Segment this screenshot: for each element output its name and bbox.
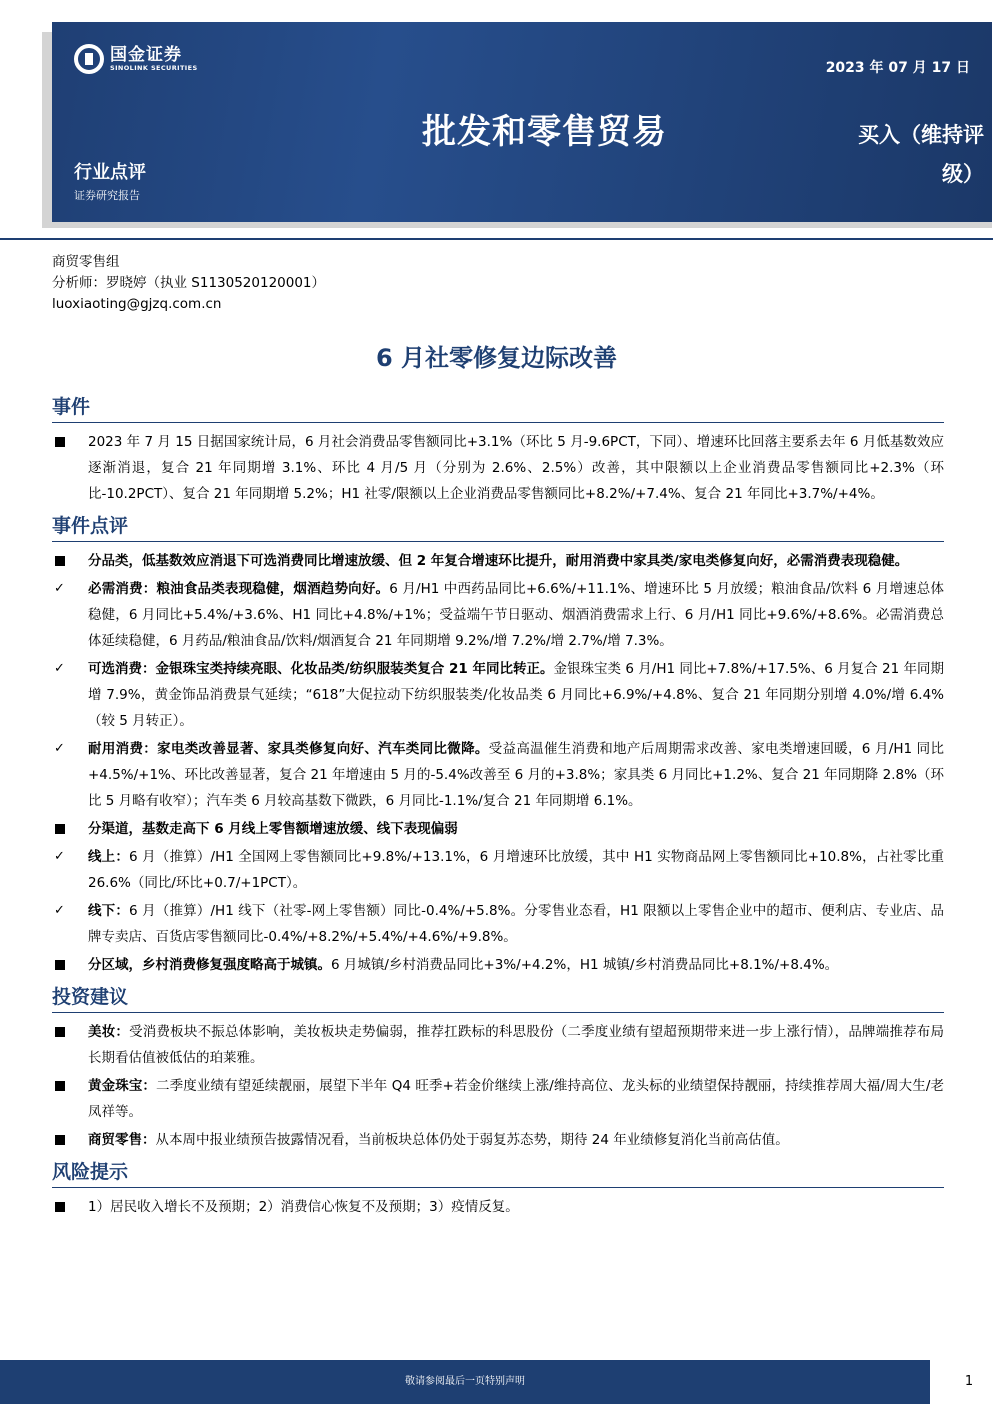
bullet-text: 受消费板块不振总体影响，美妆板块走势偏弱，推荐扛跌标的科思股份（二季度业绩有望超预期带来进一步上涨行情），品牌端推荐布局长期看估值被低估的珀莱雅。	[88, 1024, 944, 1066]
bullet-text: 2023 年 7 月 15 日据国家统计局，6 月社会消费品零售额同比+3.1%（环比 5 月-9.6PCT，下同）、增速环比回落主要系去年 6 月低基数效应逐渐消退，复合 21 年同期增 3.1%、环比 4 月/5 月（分别为 2.6%、2.5%）改善，其中限额以上企业消费品零售额同比+2.3%（环比-10.2PCT）、复合 21 年同期增 5.2%；H1 社零/限额以上企业消费品零售额同比+8.2%/+7.4%、复合 21 年同比+3.7%/+4%。	[88, 434, 944, 502]
bullet-text: 受益高温催生消费和地产后周期需求改善、家电类增速回暖，6 月/H1 同比+4.5%/+1%、环比改善显著，复合 21 年增速由 5 月的-5.4%改善至 6 月的+3.8%；家具类 6 月同比+1.2%、复合 21 年同期降 2.8%（环比 5 月略有收窄）；汽车类 6 月较高基数下微跌，6 月同比-1.1%/复合 21 年同期增 6.1%。	[88, 741, 944, 809]
report-title: 6 月社零修复边际改善	[375, 344, 618, 372]
analyst-name: 分析师：罗晓婷（执业 S1130520120001）	[52, 275, 326, 291]
square-bullet-icon	[54, 952, 65, 980]
bullet-lead: 商贸零售：	[88, 1132, 156, 1148]
checkmark-icon: ✓	[54, 849, 65, 864]
bullet-text: 6 月（推算）/H1 线下（社零-网上零售额）同比-0.4%/+5.8%。分零售业态看，H1 限额以上零售企业中的超市、便利店、专业店、品牌专卖店、百货店零售额同比-0.4%/+8.2%/+5.4%/+4.6%/+9.8%。	[88, 903, 945, 945]
bullet-text: 6 月城镇/乡村消费品同比+3%/+4.2%，H1 城镇/乡村消费品同比+8.1%/+8.4%。	[331, 957, 839, 973]
section-heading: 事件	[52, 392, 944, 423]
bullet-text: 金银珠宝类 6 月/H1 同比+7.8%/+17.5%、6 月复合 21 年同期增 7.9%，黄金饰品消费景气延续；“618”大促拉动下纺织服装类/化妆品类 6 月同比+6.9%/+4.8%、复合 21 年同期分别增 4.0%/增 6.4%（较 5 月转正）。	[88, 661, 944, 729]
bullet-item	[52, 576, 944, 654]
bullet-item	[52, 1019, 944, 1071]
section-heading: 风险提示	[52, 1157, 944, 1188]
analyst-email[interactable]: luoxiaoting@gjzq.com.cn	[52, 296, 222, 312]
square-bullet-icon	[54, 1127, 65, 1155]
bullet-item	[52, 656, 944, 734]
section-heading: 事件点评	[52, 511, 944, 542]
bullet-item	[52, 548, 944, 574]
checkmark-icon: ✓	[54, 903, 65, 918]
bullet-item	[52, 898, 944, 950]
bullet-item	[52, 952, 944, 978]
company-logo	[74, 44, 198, 74]
logo-name-en: SINOLINK SECURITIES	[110, 63, 198, 72]
square-bullet-icon	[54, 429, 65, 457]
sinolink-logo-icon	[74, 44, 104, 74]
bullet-lead: 耐用消费：家电类改善显著、家具类修复向好、汽车类同比微降。	[88, 741, 489, 757]
checkmark-icon: ✓	[54, 741, 65, 756]
bullet-lead: 分品类，低基数效应消退下可选消费同比增速放缓、但 2 年复合增速环比提升，耐用消费中家具类/家电类修复向好，必需消费表现稳健。	[88, 553, 909, 569]
bullet-lead: 可选消费：金银珠宝类持续亮眼、化妆品类/纺织服装类复合 21 年同比转正。	[88, 661, 554, 677]
square-bullet-icon	[54, 548, 65, 576]
report-type: 行业点评	[74, 162, 146, 183]
bullet-item	[52, 1073, 944, 1125]
bullet-text: 从本周中报业绩预告披露情况看，当前板块总体仍处于弱复苏态势，期待 24 年业绩修复消化当前高估值。	[155, 1132, 789, 1148]
checkmark-icon: ✓	[54, 661, 65, 676]
bullet-item	[52, 736, 944, 814]
analyst-block	[52, 252, 325, 315]
square-bullet-icon	[54, 1019, 65, 1047]
bullet-lead: 必需消费：粮油食品类表现稳健，烟酒趋势向好。	[88, 581, 390, 597]
bullet-text: 1）居民收入增长不及预期；2）消费信心恢复不及预期；3）疫情反复。	[88, 1199, 519, 1215]
bullet-text: 二季度业绩有望延续靓丽，展望下半年 Q4 旺季+若金价继续上涨/维持高位、龙头标的业绩望保持靓丽，持续推荐周大福/周大生/老凤祥等。	[88, 1078, 944, 1120]
report-subtitle: 证券研究报告	[74, 189, 140, 202]
header-divider	[0, 238, 993, 240]
square-bullet-icon	[54, 1194, 65, 1222]
footer-separator	[930, 1360, 933, 1404]
section-heading: 投资建议	[52, 982, 944, 1013]
bullet-text: 6 月（推算）/H1 全国网上零售额同比+9.8%/+13.1%，6 月增速环比放缓，其中 H1 实物商品网上零售额同比+10.8%，占社零比重 26.6%（同比/环比+0.7/+1PCT）。	[88, 849, 944, 891]
bullet-lead: 线下：	[88, 903, 130, 919]
report-header	[52, 22, 992, 222]
bullet-lead: 黄金珠宝：	[88, 1078, 157, 1094]
bullet-item	[52, 1127, 944, 1153]
logo-name-cn: 国金证券	[110, 44, 182, 65]
bullet-item	[52, 844, 944, 896]
checkmark-icon: ✓	[54, 581, 65, 596]
square-bullet-icon	[54, 816, 65, 844]
bullet-lead: 线上：	[88, 849, 130, 865]
bullet-lead: 分渠道，基数走高下 6 月线上零售额增速放缓、线下表现偏弱	[88, 821, 458, 837]
square-bullet-icon	[54, 1073, 65, 1101]
report-date: 2023 年 07 月 17 日	[825, 60, 970, 76]
page-number: 1	[964, 1374, 974, 1389]
footer-disclaimer: 敬请参阅最后一页特别声明	[0, 1360, 930, 1404]
bullet-lead: 美妆：	[88, 1024, 130, 1040]
industry-name: 批发和零售贸易	[422, 112, 667, 152]
bullet-item	[52, 429, 944, 507]
rating-label: 买入（维持评级）	[858, 123, 984, 186]
bullet-item	[52, 1194, 944, 1220]
analyst-group: 商贸零售组	[52, 254, 120, 270]
report-body	[52, 392, 944, 1222]
page-footer	[0, 1360, 993, 1404]
bullet-item	[52, 816, 944, 842]
bullet-lead: 分区域，乡村消费修复强度略高于城镇。	[88, 957, 331, 973]
bullet-text: 6 月/H1 中西药品同比+6.6%/+11.1%、增速环比 5 月放缓；粮油食品/饮料 6 月增速总体稳健，6 月同比+5.4%/+3.6%、H1 同比+4.8%/+1%；受益端午节日驱动、烟酒消费需求上行、6 月/H1 同比+9.6%/+8.6%。必需消费总体延续稳健，6 月药品/粮油食品/饮料/烟酒复合 21 年同期增 9.2%/增 7.2%/增 2.7%/增 7.3%。	[88, 581, 945, 649]
